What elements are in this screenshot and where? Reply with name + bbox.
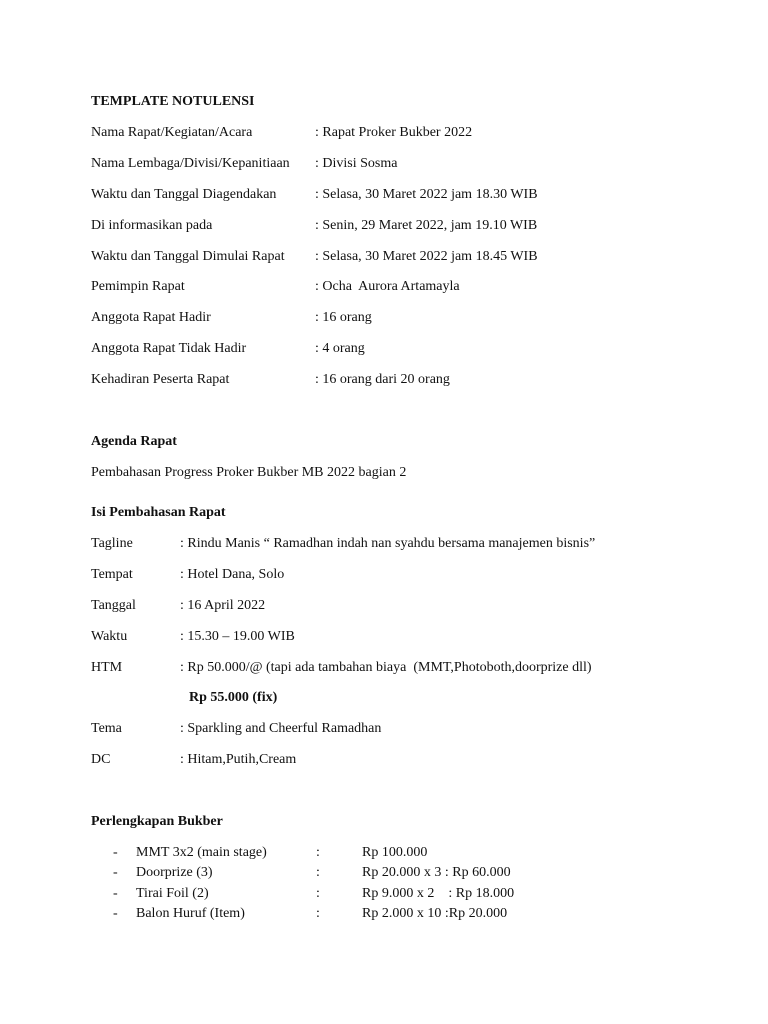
list-item-colon: : [316,865,320,880]
meta-value: : 16 orang [315,310,372,325]
isi-value: : 16 April 2022 [180,598,266,613]
isi-label: Tanggal [91,598,136,613]
isi-value: : Hitam,Putih,Cream [180,752,297,767]
isi-label: Tema [91,721,122,736]
list-item-price: Rp 20.000 x 3 : Rp 60.000 [362,865,511,880]
isi-value: : Rindu Manis “ Ramadhan indah nan syahdu bersama manajemen bisnis” [180,536,596,551]
isi-label: HTM [91,660,123,675]
list-item-price: Rp 100.000 [362,845,428,860]
meta-label: Nama Lembaga/Divisi/Kepanitiaan [91,156,290,171]
isi-heading: Isi Pembahasan Rapat [91,505,226,520]
agenda-heading: Agenda Rapat [91,434,177,449]
isi-value: : Rp 50.000/@ (tapi ada tambahan biaya (MMT,Photoboth,doorprize dll) [180,660,592,675]
meta-value: : 4 orang [315,341,365,356]
agenda-text: Pembahasan Progress Proker Bukber MB 2022 bagian 2 [91,465,407,480]
meta-label: Di informasikan pada [91,218,213,233]
isi-label: Tempat [91,567,133,582]
isi-value-fix: Rp 55.000 (fix) [189,690,278,705]
meta-value: : Divisi Sosma [315,156,398,171]
meta-label: Waktu dan Tanggal Dimulai Rapat [91,249,285,264]
meta-value: : Ocha Aurora Artamayla [315,279,460,294]
meta-label: Anggota Rapat Hadir [91,310,211,325]
list-bullet: - [113,865,118,880]
meta-value: : Rapat Proker Bukber 2022 [315,125,473,140]
list-item-name: MMT 3x2 (main stage) [136,845,267,860]
list-item-price: Rp 9.000 x 2 : Rp 18.000 [362,886,515,901]
isi-label: Tagline [91,536,133,551]
list-item-price: Rp 2.000 x 10 :Rp 20.000 [362,906,508,921]
isi-value: : Sparkling and Cheerful Ramadhan [180,721,382,736]
meta-label: Kehadiran Peserta Rapat [91,372,230,387]
isi-label: DC [91,752,111,767]
list-bullet: - [113,845,118,860]
perlengkapan-heading: Perlengkapan Bukber [91,814,223,829]
document-title: TEMPLATE NOTULENSI [91,94,255,109]
list-bullet: - [113,886,118,901]
meta-label: Waktu dan Tanggal Diagendakan [91,187,277,202]
list-item-colon: : [316,906,320,921]
list-item-colon: : [316,886,320,901]
meta-label: Pemimpin Rapat [91,279,185,294]
meta-label: Nama Rapat/Kegiatan/Acara [91,125,253,140]
isi-value: : 15.30 – 19.00 WIB [180,629,295,644]
list-item-name: Doorprize (3) [136,865,213,880]
isi-value: : Hotel Dana, Solo [180,567,285,582]
meta-value: : Senin, 29 Maret 2022, jam 19.10 WIB [315,218,538,233]
meta-value: : 16 orang dari 20 orang [315,372,450,387]
list-item-name: Balon Huruf (Item) [136,906,245,921]
meta-value: : Selasa, 30 Maret 2022 jam 18.30 WIB [315,187,538,202]
list-bullet: - [113,906,118,921]
meta-label: Anggota Rapat Tidak Hadir [91,341,247,356]
isi-label: Waktu [91,629,128,644]
list-item-colon: : [316,845,320,860]
list-item-name: Tirai Foil (2) [136,886,209,901]
meta-value: : Selasa, 30 Maret 2022 jam 18.45 WIB [315,249,538,264]
